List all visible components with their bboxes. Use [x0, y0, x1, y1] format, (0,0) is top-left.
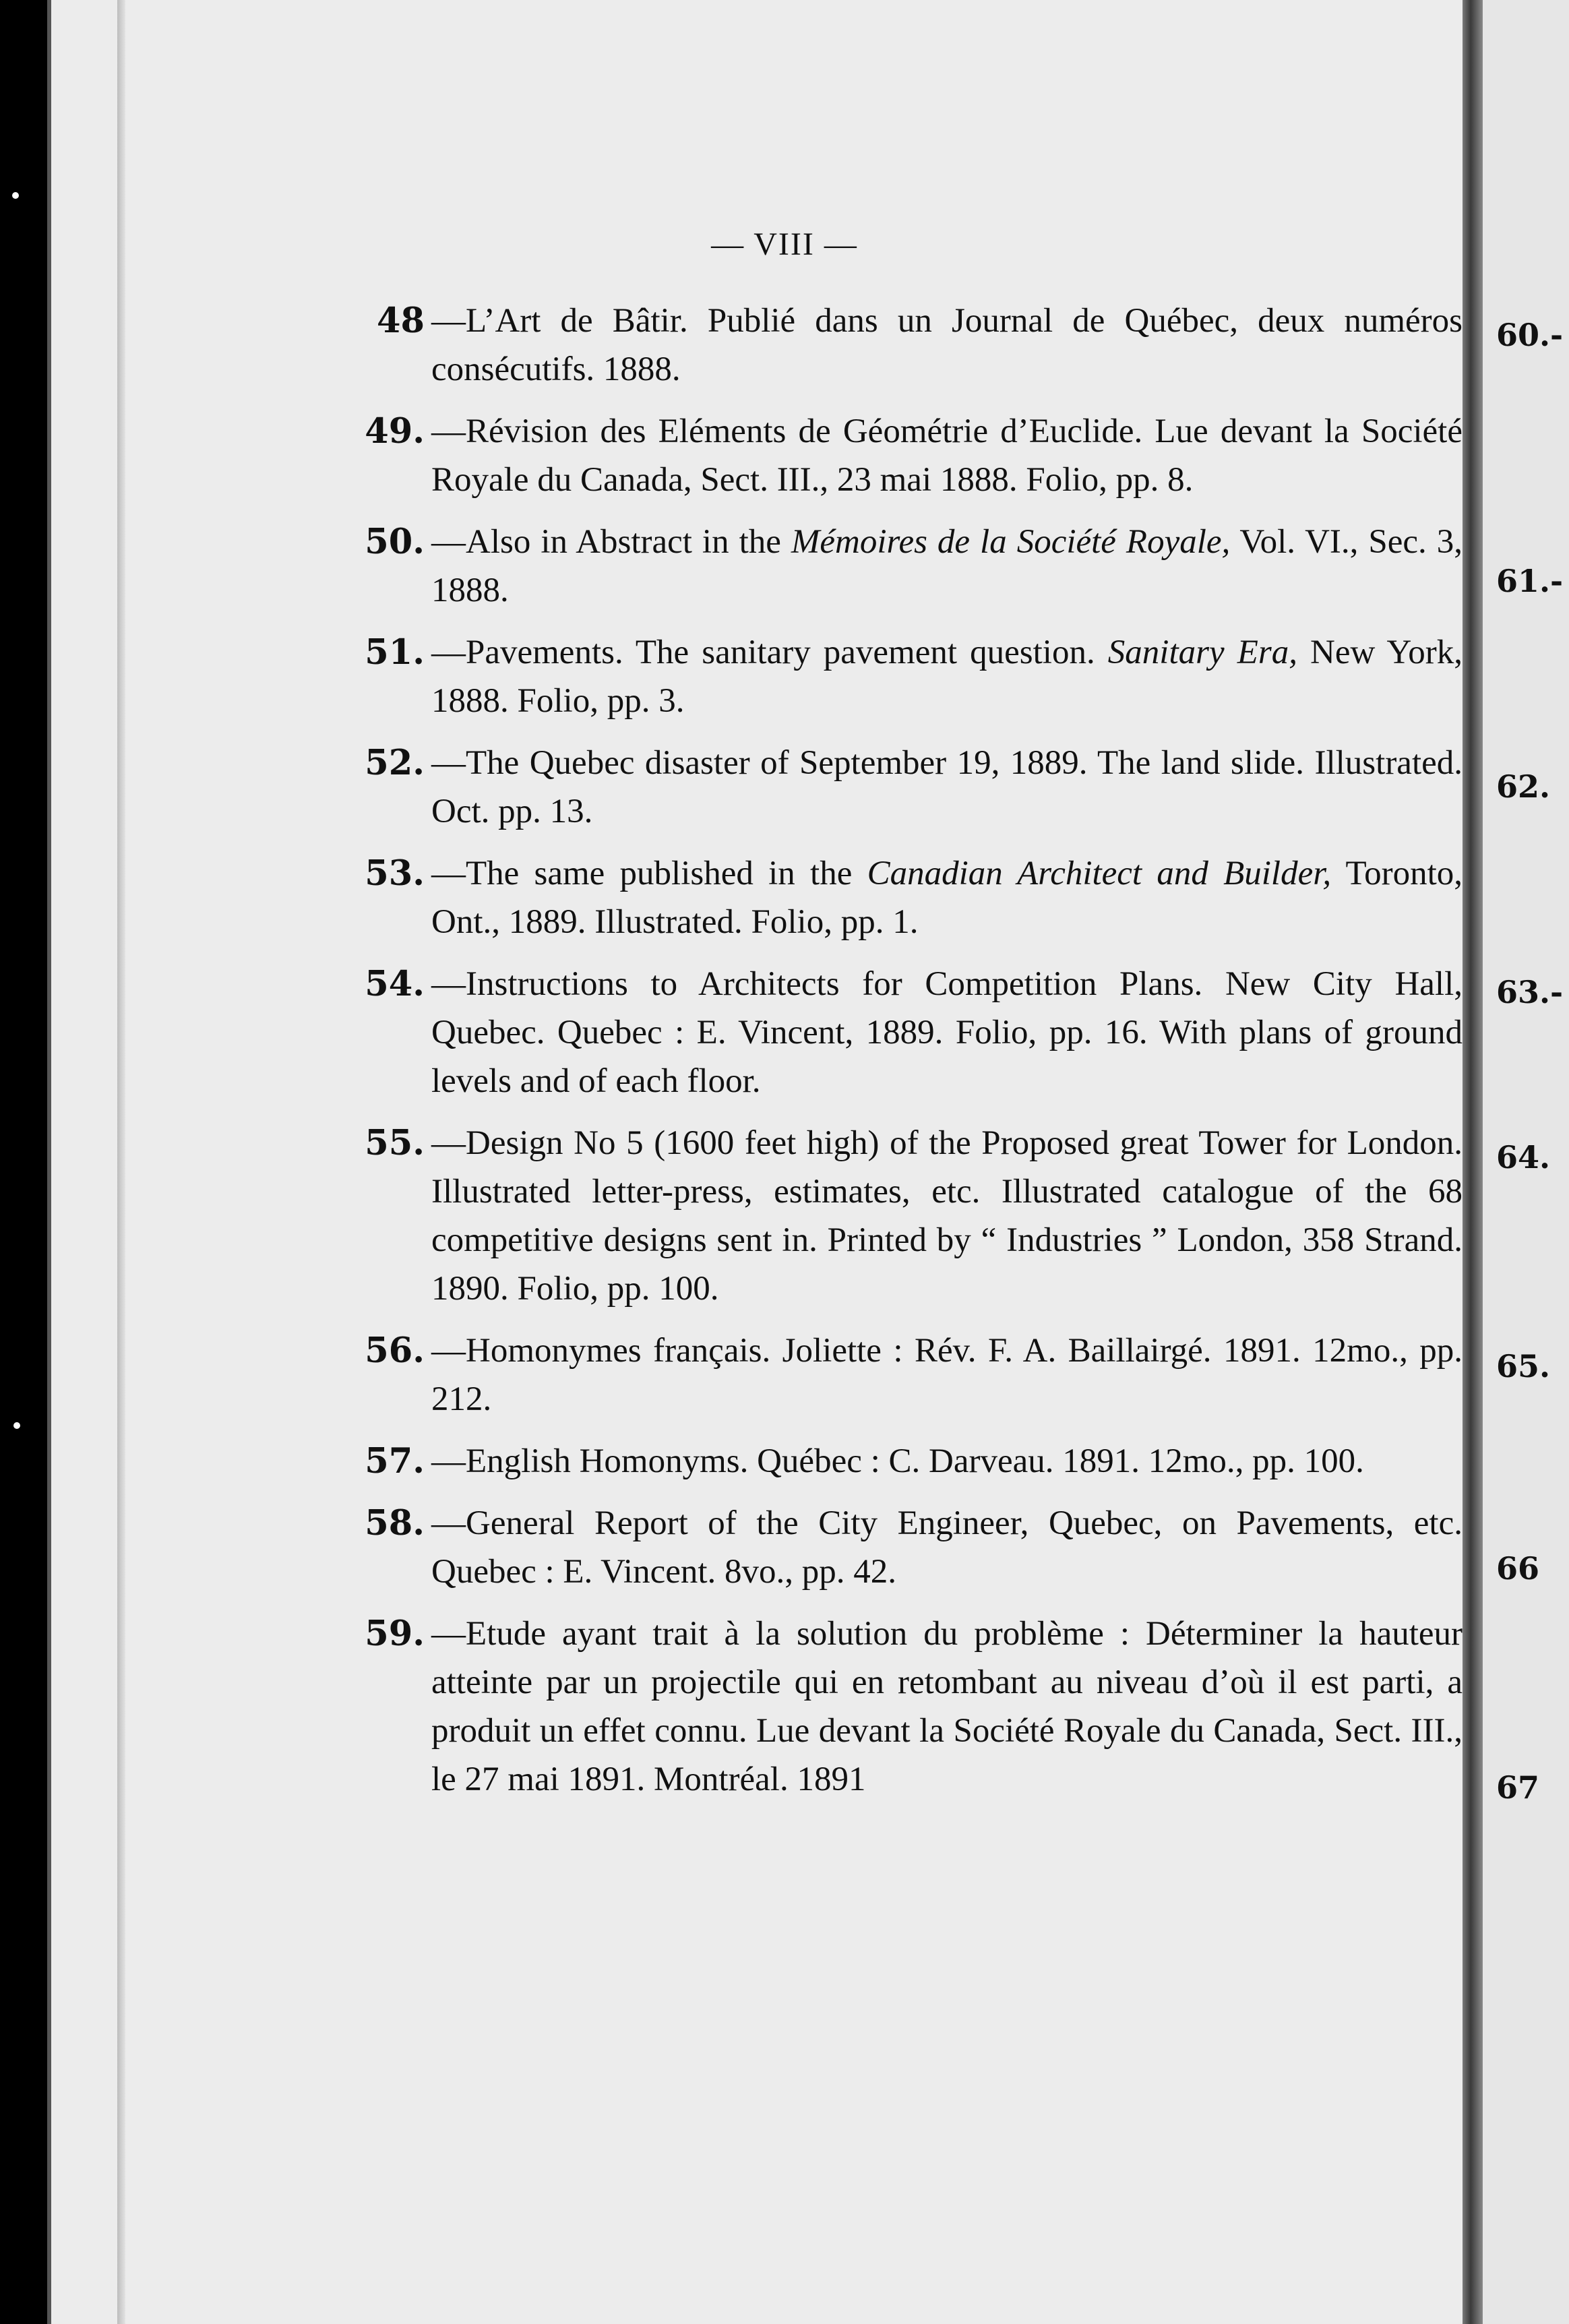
next-page-number: 64.: [1496, 1139, 1551, 1175]
book-fold: [1463, 0, 1483, 2324]
publication-title: Sanitary Era,: [1107, 634, 1297, 671]
adjacent-page-edge: [1483, 0, 1569, 2324]
entry-text-start: —Pavements. The sanitary pavement question.: [431, 634, 1108, 671]
list-item: [365, 518, 1463, 615]
list-item: [365, 628, 1463, 725]
page-header: — VIII —: [711, 226, 858, 262]
entry-text: —Révision des Eléments de Géométrie d’Euclide. Lue devant la Société Royale du Canada, Sect. III., 23 mai 1888. Folio, pp. 8.: [431, 412, 1463, 499]
entry-number: 50.: [365, 522, 425, 562]
entry-number: 56.: [365, 1331, 425, 1371]
entry-text-end: Vol. VI., Sec. 3, 1888.: [431, 523, 1463, 609]
list-item: [365, 739, 1463, 836]
bibliography-list: [365, 297, 1463, 1817]
dust-speck: [12, 192, 19, 199]
entry-text: —Homonymes français. Joliette : Rév. F. A. Baillairgé. 1891. 12mo., pp. 212.: [431, 1332, 1463, 1418]
entry-number: 48: [377, 301, 425, 341]
list-item: [365, 1119, 1463, 1313]
entry-text-start: —Also in Abstract in the: [431, 523, 791, 561]
publication-title: Canadian Architect and Builder,: [867, 855, 1332, 892]
list-item: [365, 1610, 1463, 1804]
entry-text: —The Quebec disaster of September 19, 1889. The land slide. Illustrated. Oct. pp. 13.: [431, 744, 1463, 830]
entry-number: 59.: [365, 1614, 425, 1654]
next-page-number: 66: [1496, 1550, 1540, 1587]
list-item: [365, 1437, 1463, 1486]
next-page-number: 63.-: [1496, 974, 1564, 1010]
entry-text-end: Toronto, Ont., 1889. Illustrated. Folio, pp. 1.: [431, 855, 1463, 941]
list-item: [365, 1326, 1463, 1424]
entry-text: —L’Art de Bâtir. Publié dans un Journal de Québec, deux numéros consécutifs. 1888.: [431, 302, 1463, 388]
entry-text: —Instructions to Architects for Competition Plans. New City Hall, Quebec. Quebec : E. Vincent, 1889. Folio, pp. 16. With plans of ground levels and of each floor.: [431, 965, 1463, 1100]
list-item: [365, 849, 1463, 946]
entry-text-end: New York, 1888. Folio, pp. 3.: [431, 634, 1463, 720]
publication-title: Mémoires de la Société Royale,: [791, 523, 1231, 561]
next-page-number: 62.: [1496, 768, 1551, 805]
entry-text: [431, 849, 1463, 946]
next-page-number: 65.: [1496, 1348, 1551, 1384]
entry-text: —General Report of the City Engineer, Quebec, on Pavements, etc. Quebec : E. Vincent. 8vo., pp. 42.: [431, 1504, 1463, 1591]
entry-number: 49.: [365, 411, 425, 452]
entry-number: 54.: [365, 964, 425, 1004]
entry-text: [431, 628, 1463, 725]
list-item: [365, 407, 1463, 504]
list-item: [365, 1499, 1463, 1596]
next-page-number: 61.-: [1496, 563, 1564, 599]
entry-number: 55.: [365, 1123, 425, 1163]
entry-text: —Etude ayant trait à la solution du problème : Déterminer la hauteur atteinte par un projectile qui en retombant au niveau d’où il est parti, a produit un effet connu. Lue devant la Société Royale du Canada, Sect. III., le 27 mai 1891. Montréal. 1891: [431, 1615, 1463, 1798]
list-item: [377, 297, 1463, 394]
next-page-number: 60.-: [1496, 317, 1564, 353]
dust-speck: [13, 1422, 20, 1429]
next-page-number: 67: [1496, 1769, 1540, 1806]
entry-number: 53.: [365, 853, 425, 894]
entry-number: 58.: [365, 1503, 425, 1543]
entry-number: 57.: [365, 1441, 425, 1481]
entry-text-start: —The same published in the: [431, 855, 867, 892]
entry-text: —English Homonyms. Québec : C. Darveau. 1891. 12mo., pp. 100.: [431, 1442, 1364, 1480]
entry-number: 51.: [365, 632, 425, 673]
entry-text: —Design No 5 (1600 feet high) of the Proposed great Tower for London. Illustrated letter-press, estimates, etc. Illustrated catalogue of the 68 competitive designs sent in. Printed by “ Industries ” London, 358 Strand. 1890. Folio, pp. 100.: [431, 1124, 1463, 1308]
entry-number: 52.: [365, 743, 425, 783]
list-item: [365, 960, 1463, 1105]
entry-text: [431, 518, 1463, 615]
page-gutter-shadow: [117, 0, 125, 2324]
